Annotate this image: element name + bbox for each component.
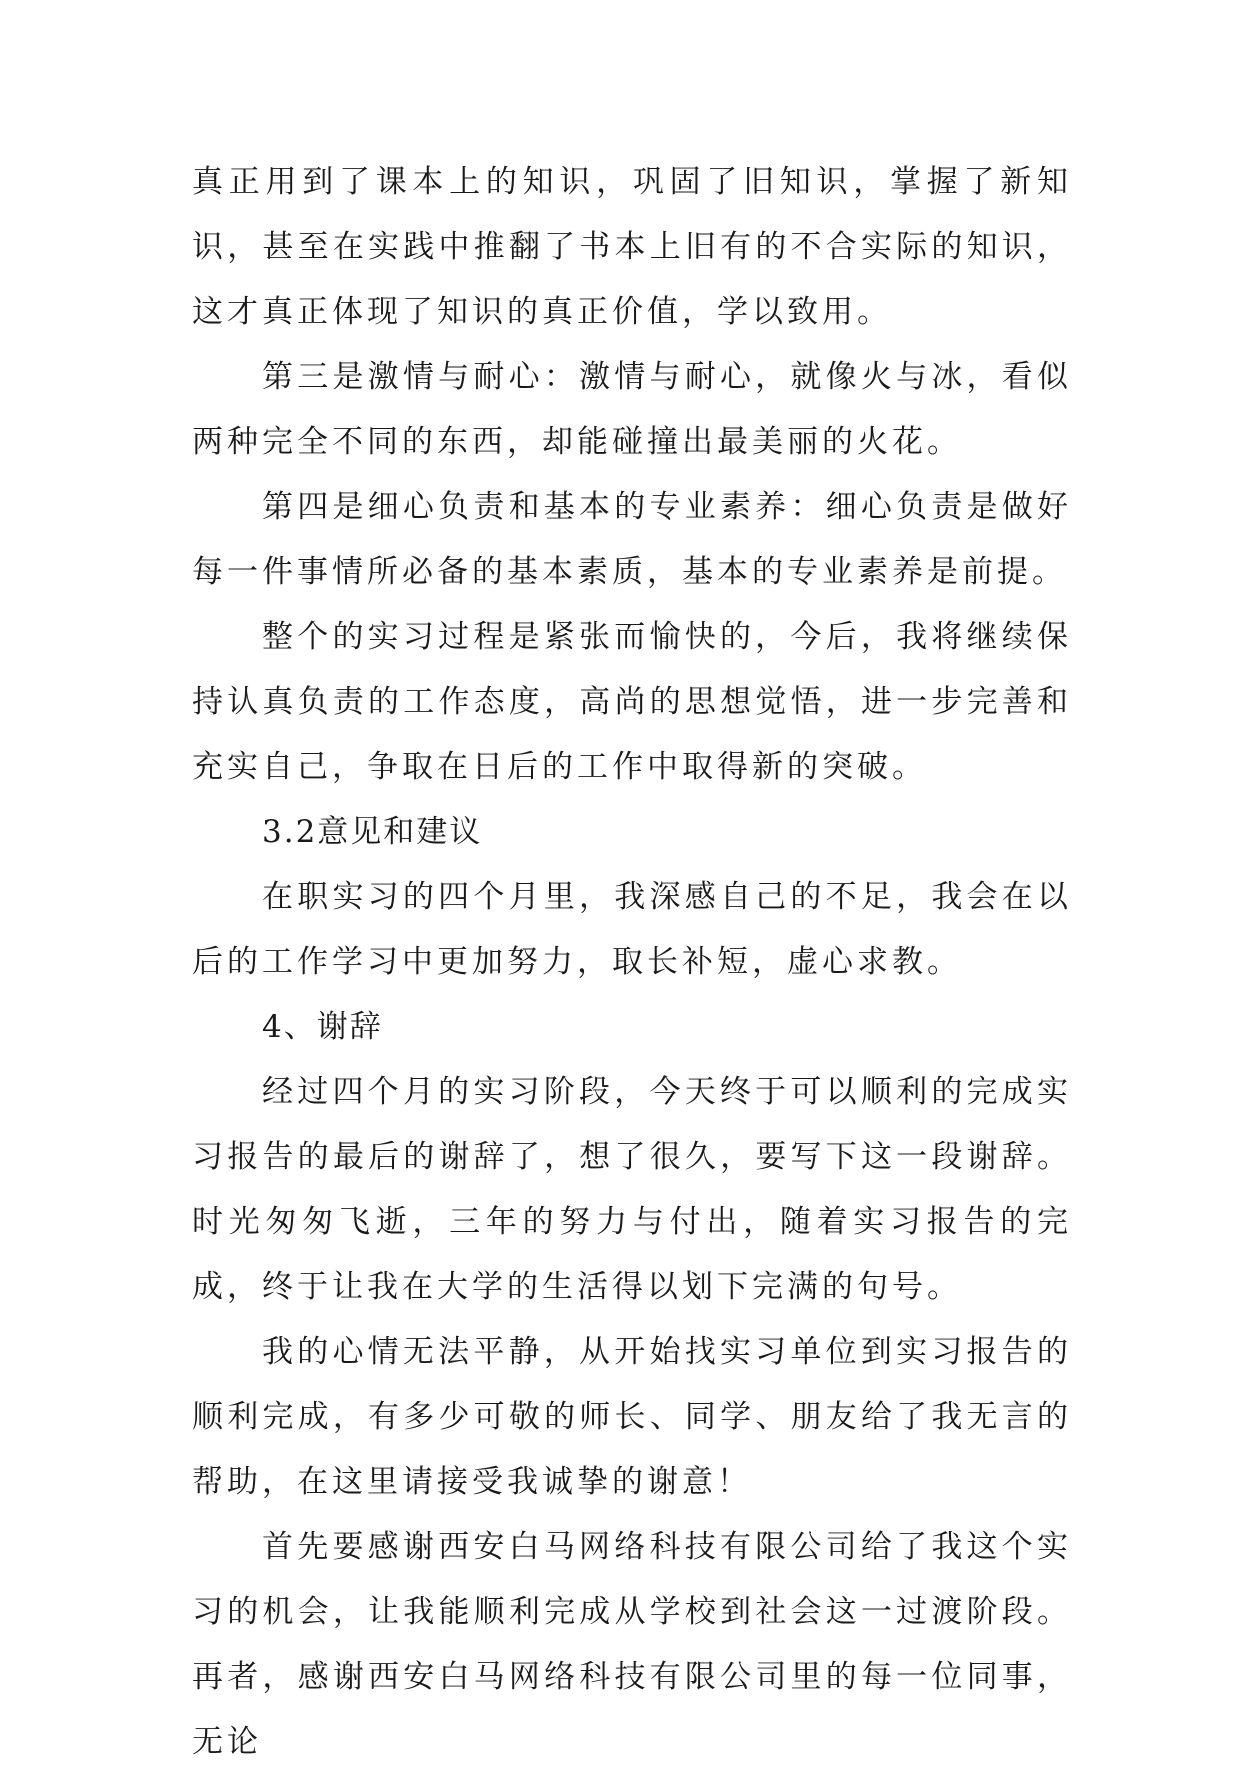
document-body: [192, 150, 1072, 1775]
paragraph-passion-patience: 第三是激情与耐心：激情与耐心，就像火与冰，看似两种完全不同的东西，却能碰撞出最美丽的火花。: [192, 359, 1072, 460]
section-heading-acknowledgements: 4、谢辞: [262, 1009, 383, 1045]
section-heading-opinions: 3.2意见和建议: [262, 814, 483, 850]
paragraph-opinions: 在职实习的四个月里，我深感自己的不足，我会在以后的工作学习中更加努力，取长补短，虚心求教。: [192, 879, 1072, 980]
paragraph-knowledge-continuation: 真正用到了课本上的知识，巩固了旧知识，掌握了新知识，甚至在实践中推翻了书本上旧有的不合实际的知识，这才真正体现了知识的真正价值，学以致用。: [192, 164, 1072, 330]
paragraph-responsibility: 第四是细心负责和基本的专业素养：细心负责是做好每一件事情所必备的基本素质，基本的专业素养是前提。: [192, 489, 1072, 590]
paragraph-gratitude: 我的心情无法平静，从开始找实习单位到实习报告的顺利完成，有多少可敬的师长、同学、朋友给了我无言的帮助，在这里请接受我诚挚的谢意！: [192, 1334, 1072, 1500]
paragraph-internship-summary: 整个的实习过程是紧张而愉快的，今后，我将继续保持认真负责的工作态度，高尚的思想觉悟，进一步完善和充实自己，争取在日后的工作中取得新的突破。: [192, 619, 1072, 785]
paragraph-company-thanks: 首先要感谢西安白马网络科技有限公司给了我这个实习的机会，让我能顺利完成从学校到社会这一过渡阶段。再者，感谢西安白马网络科技有限公司里的每一位同事，无论: [192, 1529, 1072, 1760]
paragraph-acknowledgements-intro: 经过四个月的实习阶段，今天终于可以顺利的完成实习报告的最后的谢辞了，想了很久，要写下这一段谢辞。时光匆匆飞逝，三年的努力与付出，随着实习报告的完成，终于让我在大学的生活得以划下完满的句号。: [192, 1074, 1072, 1305]
